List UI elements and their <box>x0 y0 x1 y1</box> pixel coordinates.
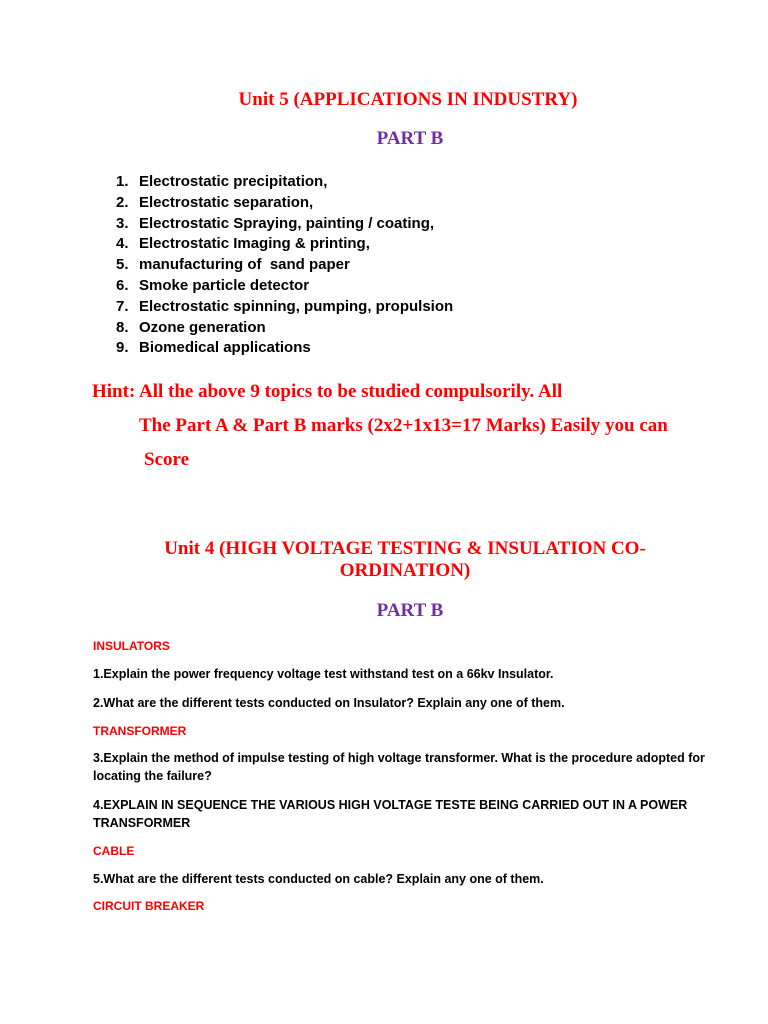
question-3: 3.Explain the method of impulse testing of high voltage transformer. What is the procedure adopted for locating the failure? <box>93 751 705 783</box>
question-4: 4.EXPLAIN IN SEQUENCE THE VARIOUS HIGH VOLTAGE TESTE BEING CARRIED OUT IN A POWER TRANSFORMER <box>93 798 688 830</box>
hint-line-3: Score <box>144 449 190 470</box>
insulators-heading: INSULATORS <box>93 639 170 653</box>
list-item: 3. Electrostatic Spraying, painting / coating, <box>116 214 435 232</box>
unit5-part-b-heading: PART B <box>376 128 444 149</box>
hint-line-1: Hint: All the above 9 topics to be studied compulsorily. All <box>92 381 563 402</box>
question-2: 2.What are the different tests conducted on Insulator? Explain any one of them. <box>93 696 565 710</box>
list-item: 6. Smoke particle detector <box>116 276 310 294</box>
question-1: 1.Explain the power frequency voltage test withstand test on a 66kv Insulator. <box>93 667 554 681</box>
unit4-title: Unit 4 (HIGH VOLTAGE TESTING & INSULATION CO-ORDINATION) <box>164 538 646 581</box>
hint-line-2: The Part A & Part B marks (2x2+1x13=17 Marks) Easily you can <box>139 415 668 436</box>
list-item: 8. Ozone generation <box>116 318 266 336</box>
list-item: 7. Electrostatic spinning, pumping, propulsion <box>116 297 454 315</box>
list-item: 5. manufacturing of sand paper <box>116 256 350 274</box>
unit5-topic-list <box>116 172 453 359</box>
list-item: 1. Electrostatic precipitation, <box>116 173 328 190</box>
circuit-breaker-heading: CIRCUIT BREAKER <box>93 899 205 913</box>
list-item: 9. Biomedical applications <box>116 339 311 357</box>
unit5-title: Unit 5 (APPLICATIONS IN INDUSTRY) <box>238 89 578 110</box>
transformer-heading: TRANSFORMER <box>93 724 187 738</box>
question-5: 5.What are the different tests conducted on cable? Explain any one of them. <box>93 872 544 886</box>
unit4-part-b-heading: PART B <box>376 600 444 621</box>
cable-heading: CABLE <box>93 844 135 858</box>
list-item: 4. Electrostatic Imaging & printing, <box>116 235 370 253</box>
list-item: 2. Electrostatic separation, <box>116 193 314 211</box>
